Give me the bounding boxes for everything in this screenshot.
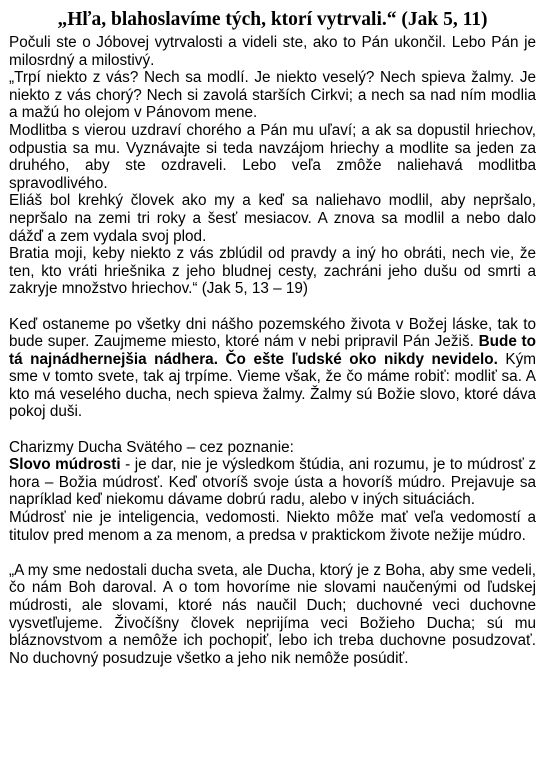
spacer bbox=[9, 544, 536, 562]
quote-paragraph-4: Bratia moji, keby niekto z vás zblúdil od pravdy a iný ho obráti, nech vie, že ten, kto vráti hriešnika z jeho bludnej cesty, zachráni jeho dušu od smrti a zakryje množstvo hriechov.“ (Jak 5, 13 – 19) bbox=[9, 245, 536, 298]
quote-paragraph-5: „A my sme nedostali ducha sveta, ale Ducha, ktorý je z Boha, aby sme vedeli, čo nám Boh daroval. A o tom hovoríme nie slovami naučenými od ľudskej múdrosti, ale slovami, ktoré nás naučil Duch; duchovné veci duchovne vysvetľujeme. Živočíšny človek neprijíma veci Božieho Ducha; sú mu bláznovstvom a nemôže ich pochopiť, lebo ich treba duchovne posudzovať. No duchovný posudzuje všetko a jeho nik nemôže posúdiť. bbox=[9, 561, 536, 667]
section-heading: Charizmy Ducha Svätého – cez poznanie: bbox=[9, 438, 294, 456]
spacer bbox=[9, 421, 536, 439]
page-title: „Hľa, blahoslavíme tých, ktorí vytrvali.“ (Jak 5, 11) bbox=[57, 9, 488, 30]
document-page bbox=[9, 8, 536, 667]
spacer bbox=[9, 298, 536, 316]
quote-paragraph-2: Modlitba s vierou uzdraví chorého a Pán mu uľaví; a ak sa dopustil hriechov, odpustia sa mu. Vyznávajte si teda navzájom hriechy a modlite sa jeden za druhého, aby ste ozdraveli. Lebo veľa zmôže naliehavá modlitba spravodlivého. bbox=[9, 121, 536, 192]
quote-paragraph-3: Eliáš bol krehký človek ako my a keď sa naliehavo modlil, aby nepršalo, nepršalo na zemi tri roky a šesť mesiacov. A znova sa modlil a nebo dalo dážď a zem vydala svoj plod. bbox=[9, 192, 536, 245]
reflection-paragraph: Keď ostaneme po všetky dni nášho pozemského života v Božej láske, tak to bude super. Zaujmeme miesto, ktoré nám v nebi pripravil Pán Ježiš. Bude to tá najnádhernejšia nádhera. Čo ešte ľudské oko nikdy nevidelo. Kým sme v tomto svete, tak aj trpíme. Vieme však, že čo máme robiť: modliť sa. A kto má veselého ducha, nech spieva žalmy. Žalmy sú Božie slovo, ktoré dáva pokoj duši. bbox=[9, 315, 537, 421]
wisdom-paragraph-2: Múdrosť nie je inteligencia, vedomosti. Niekto môže mať veľa vedomostí a titulov pred menom a za menom, a predsa v praktickom živote nežije múdro. bbox=[9, 509, 536, 544]
intro-paragraph: Počuli ste o Jóbovej vytrvalosti a videli ste, ako to Pán ukončil. Lebo Pán je milosrdný a milostivý. bbox=[9, 34, 536, 69]
wisdom-term: Slovo múdrosti bbox=[9, 456, 121, 474]
quote-paragraph-1: „Trpí niekto z vás? Nech sa modlí. Je niekto veselý? Nech spieva žalmy. Je niekto z vás chorý? Nech si zavolá starších Cirkvi; a nech sa nad ním modlia a mažú ho olejom v Pánovom mene. bbox=[9, 69, 536, 122]
emphasis-text: Bude to tá najnádhernejšia nádhera. Čo ešte ľudské oko nikdy nevidelo. bbox=[9, 333, 536, 368]
wisdom-paragraph: Slovo múdrosti - je dar, nie je výsledkom štúdia, ani rozumu, je to múdrosť z hora – Božia múdrosť. Keď otvoríš svoje ústa a hovoríš múdro. Prejavuje sa napríklad keď niekomu dávame dobrú radu, alebo v iných situáciách. bbox=[9, 456, 536, 509]
